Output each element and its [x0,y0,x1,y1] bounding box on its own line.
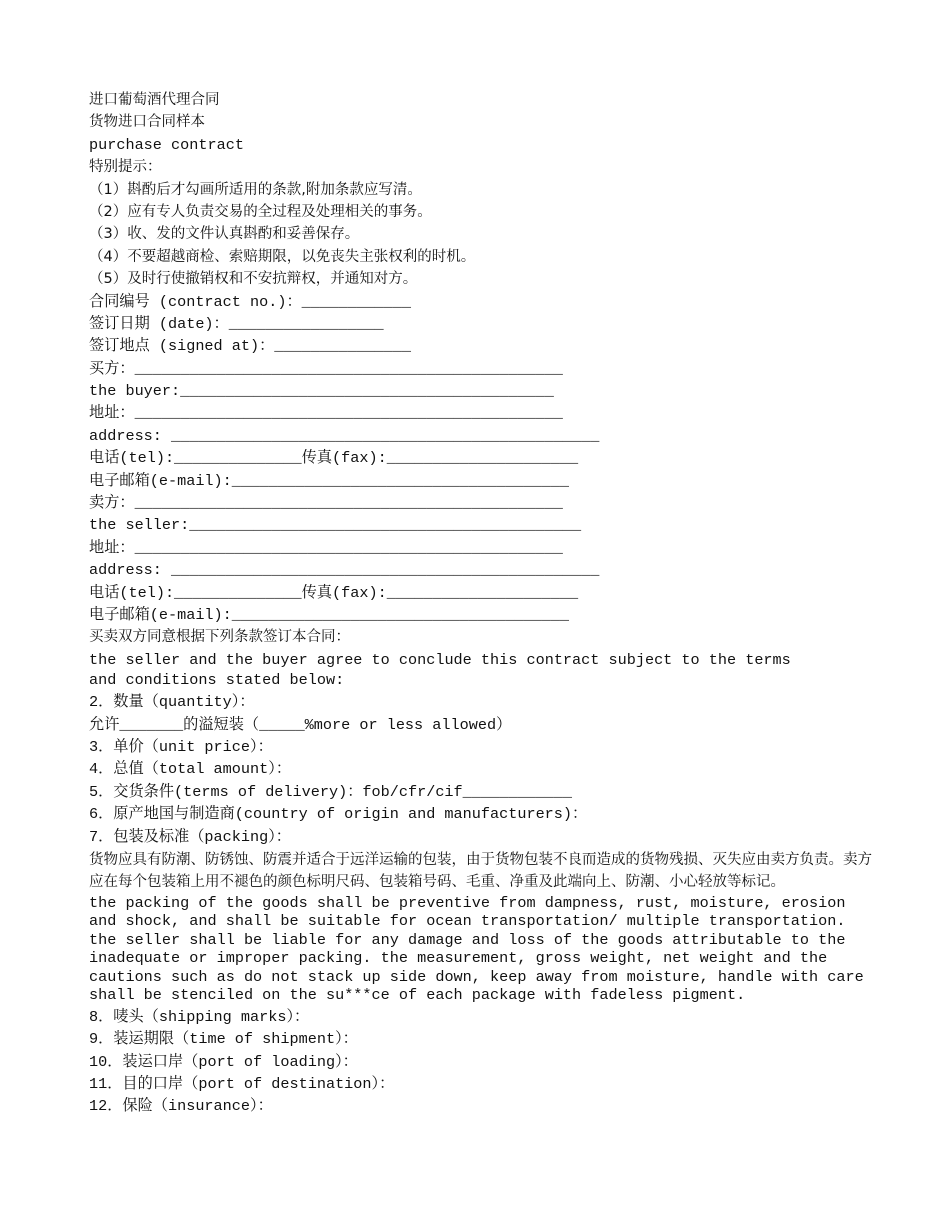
clause-origin: 6．原产地国与制造商(country of origin and manufacturers)： [89,805,588,824]
contract-no-field: 合同编号 (contract no.)：____________ [89,292,412,311]
clause-port-of-loading: 10．装运口岸（port of loading）： [89,1052,358,1071]
packing-paragraph-en: the packing of the goods shall be preventive from dampness, rust, moisture, erosion and shock, and shall be suitable for ocean transportation/ multiple transportation. the seller shall be liable for any damage and loss of the goods attributable to the inadequate or improper packing. the measurement, gross weight, net weight and the cautions such as do not stack up side down, keep away from moisture, handle with care shall be stenciled on the su***ce of each package with fadeless pigment. [89,893,864,1005]
clause-time-of-shipment: 9．装运期限（time of shipment）： [89,1030,358,1049]
clause-port-of-destination: 11．目的口岸（port of destination）： [89,1075,395,1094]
buyer-address-cn-field: 地址：_______________________________________________ [89,404,563,423]
buyer-cn-field: 买方：_______________________________________________ [89,359,563,378]
buyer-address-en-field: address: _______________________________________________ [89,426,600,445]
clause-unit-price: 3．单价（unit price）： [89,737,273,756]
document-body [89,90,879,1119]
signed-at-field: 签订地点 (signed at)：_______________ [89,337,412,356]
subtitle-cn: 货物进口合同样本 [89,114,205,131]
notice-item: （3）收、发的文件认真斟酌和妥善保存。 [89,226,360,243]
notice-heading: 特别提示： [89,159,162,176]
seller-email-field: 电子邮箱(e-mail):_____________________________________ [89,605,569,624]
clause-insurance: 12．保险（insurance）： [89,1097,273,1116]
notice-item: （1）斟酌后才勾画所适用的条款,附加条款应写清。 [89,181,422,198]
notice-item: （4）不要超越商检、索赔期限，以免丧失主张权利的时机。 [89,248,476,265]
buyer-en-field: the buyer:_________________________________________ [89,382,554,401]
seller-address-cn-field: 地址：_______________________________________________ [89,538,563,557]
title-en: purchase contract [89,135,244,154]
clause-shipping-marks: 8．唛头（shipping marks）： [89,1007,310,1026]
seller-address-en-field: address: _______________________________________________ [89,561,600,580]
agreement-cn: 买卖双方同意根据下列条款签订本合同： [89,629,350,646]
title-cn: 进口葡萄酒代理合同 [89,92,220,108]
seller-en-field: the seller:___________________________________________ [89,516,582,535]
notice-item: （2）应有专人负责交易的全过程及处理相关的事务。 [89,203,432,220]
seller-cn-field: 卖方：_______________________________________________ [89,494,563,513]
date-field: 签订日期 (date)：_________________ [89,314,384,333]
clause-total-amount: 4．总值（total amount）： [89,760,292,779]
seller-tel-fax-field: 电话(tel):______________传真(fax):_____________________ [89,583,579,602]
agreement-en-line: the seller and the buyer agree to conclude this contract subject to the terms [89,650,791,669]
buyer-tel-fax-field: 电话(tel):______________传真(fax):_____________________ [89,449,579,468]
clause-delivery: 5．交货条件(terms of delivery)：fob/cfr/cif____________ [89,782,573,801]
notice-item: （5）及时行使撤销权和不安抗辩权，并通知对方。 [89,271,418,288]
clause-quantity: 2．数量（quantity）： [89,693,255,712]
clause-quantity-allowance: 允许_______的溢短装（_____%more or less allowed） [89,715,512,734]
packing-paragraph-cn: 货物应具有防潮、防锈蚀、防震并适合于远洋运输的包装，由于货物包装不良而造成的货物残损、灭失应由卖方负责。卖方应在每个包装箱上用不褪色的颜色标明尺码、包装箱号码、毛重、净重及此端向上、防潮、小心轻放等标记。 [89,851,872,891]
clause-packing: 7．包装及标准（packing）： [89,827,291,846]
buyer-email-field: 电子邮箱(e-mail):_____________________________________ [89,471,569,490]
agreement-en-line: and conditions stated below: [89,670,345,689]
